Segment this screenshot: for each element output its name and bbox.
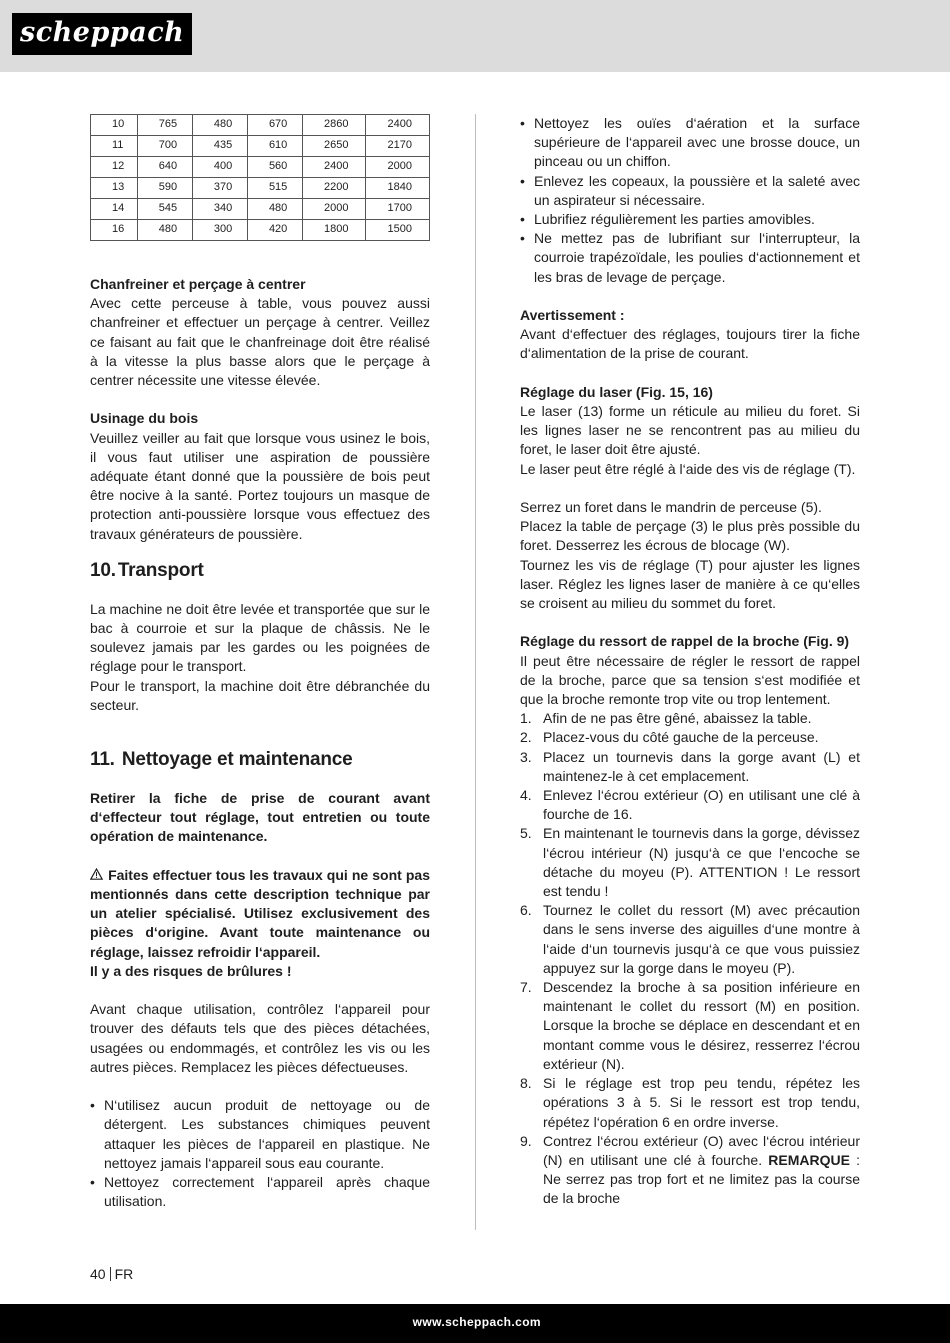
table-cell: 1500 (366, 220, 430, 241)
table-cell: 590 (137, 178, 192, 199)
avertissement-heading: Avertissement : (520, 307, 625, 324)
speed-table (90, 114, 430, 241)
table-cell: 370 (192, 178, 247, 199)
step-number: 2. (520, 729, 532, 746)
table-cell: 1700 (366, 199, 430, 220)
list-item: • Enlevez les copeaux, la poussière et la saleté avec un aspirateur si nécessaire. (520, 172, 860, 210)
step-text: Enlevez l‘écrou extérieur (O) en utilisant une clé à fourche de 16. (543, 787, 860, 823)
table-cell: 670 (247, 115, 302, 136)
page-separator (110, 1267, 111, 1281)
table-cell: 640 (137, 157, 192, 178)
remarque-text: : Ne serrez pas trop fort et ne limitez pas la course de la broche (543, 1151, 860, 1207)
table-cell: 2000 (303, 199, 366, 220)
table-cell: 11 (91, 136, 138, 157)
page-number (90, 1266, 133, 1282)
step-number: 8. (520, 1075, 532, 1092)
list-item (520, 978, 860, 1074)
nettoyage-warning-2 (90, 866, 430, 962)
step-number: 4. (520, 787, 532, 804)
table-row (91, 199, 430, 220)
table-cell: 765 (137, 115, 192, 136)
nettoyage-number: 11. (90, 749, 115, 771)
step-text: En maintenant le tournevis dans la gorge, dévissez l‘écrou intérieur (N) jusqu‘à ce que l‘encoche se détache du moyeu (P). ATTENTION ! Le ressort est tendu ! (543, 825, 860, 900)
ressort-steps (520, 709, 860, 1208)
column-divider (475, 114, 476, 1230)
step-text: Placez un tournevis dans la gorge avant (L) et maintenez-le à cet emplacement. (543, 748, 860, 784)
table-cell: 2650 (303, 136, 366, 157)
laser-paragraph-3: Serrez un foret dans le mandrin de perceuse (5). (520, 499, 822, 516)
step-number: 3. (520, 748, 532, 765)
table-cell: 14 (91, 199, 138, 220)
table-row (91, 115, 430, 136)
table-cell: 700 (137, 136, 192, 157)
table-cell: 400 (192, 157, 247, 178)
table-row (91, 178, 430, 199)
nettoyage-heading (90, 747, 430, 773)
page-footer (0, 1304, 950, 1343)
step-number: 1. (520, 710, 532, 727)
nettoyage-warning-3: Il y a des risques de brûlures ! (90, 962, 292, 979)
right-column (520, 114, 860, 1209)
list-item (520, 786, 860, 824)
laser-heading: Réglage du laser (Fig. 15, 16) (520, 383, 713, 400)
table-cell: 2400 (303, 157, 366, 178)
step-number: 7. (520, 979, 532, 996)
table-cell: 2170 (366, 136, 430, 157)
table-cell: 12 (91, 157, 138, 178)
list-item: • Nettoyez correctement l‘appareil après chaque utilisation. (90, 1173, 430, 1211)
table-cell: 13 (91, 178, 138, 199)
table-cell: 16 (91, 220, 138, 241)
list-item: • Lubrifiez régulièrement les parties amovibles. (520, 210, 860, 229)
table-cell: 10 (91, 115, 138, 136)
table-row (91, 220, 430, 241)
transport-heading (90, 558, 430, 584)
laser-paragraph-2: Le laser peut être réglé à l‘aide des vis de réglage (T). (520, 460, 856, 477)
table-cell: 2200 (303, 178, 366, 199)
laser-paragraph-1: Le laser (13) forme un réticule au milieu du foret. Si les lignes laser ne se rencontrent pas au milieu du foret, le laser doit être ajusté. (520, 403, 860, 458)
nettoyage-paragraph: Avant chaque utilisation, contrôlez l‘appareil pour trouver des défauts tels que des pièces détachées, usagées ou endommagés, et contrôlez les vis ou les autres pièces. Remplacez les pièces défectueuses. (90, 1001, 430, 1075)
table-cell: 435 (192, 136, 247, 157)
step-text: Contrez l‘écrou extérieur (O) avec l‘écrou intérieur (N) en utilisant une clé à fourche. (543, 1132, 860, 1168)
page-header (0, 0, 950, 72)
table-cell: 2400 (366, 115, 430, 136)
table-cell: 545 (137, 199, 192, 220)
step-text: Placez-vous du côté gauche de la perceuse. (543, 729, 819, 746)
table-cell: 480 (137, 220, 192, 241)
list-item (520, 824, 860, 901)
table-cell: 420 (247, 220, 302, 241)
usinage-heading: Usinage du bois (90, 410, 199, 427)
list-item (520, 709, 860, 728)
nettoyage-title: Nettoyage et maintenance (121, 749, 353, 771)
chanfreiner-paragraph: Avec cette perceuse à table, vous pouvez aussi chanfreiner et effectuer un perçage à centrer. Veillez ce faisant au fait que le chanfreinage doit être réalisé à la vitesse la plus basse alors que le perçage à centrer nécessite une vitesse élevée. (90, 295, 430, 389)
step-number: 9. (520, 1132, 532, 1149)
table-cell: 480 (192, 115, 247, 136)
warning-triangle-icon (90, 866, 104, 885)
step-number: 6. (520, 902, 532, 919)
page-number-value: 40 (90, 1266, 106, 1282)
step-text: Afin de ne pas être gêné, abaissez la table. (543, 710, 812, 727)
table-row (91, 157, 430, 178)
step-text: Descendez la broche à sa position inférieure en maintenant le collet du ressort (M) en position. Lorsque la broche se déplace en descendant et en montant comme vous le désirez, resserrez l‘écrou extérieur (N). (543, 979, 860, 1072)
table-cell: 560 (247, 157, 302, 178)
table-cell: 1800 (303, 220, 366, 241)
table-cell: 2860 (303, 115, 366, 136)
step-text: Tournez le collet du ressort (M) avec précaution dans le sens inverse des aiguilles d‘une montre à l‘aide d‘un tournevis jusqu‘à ce que vous puissiez appuyez sur la gorge dans le moyeu (P). (543, 902, 860, 976)
nettoyage-warning-1: Retirer la fiche de prise de courant avant d‘effecteur tout réglage, tout entretien ou toute opération de maintenance. (90, 790, 430, 845)
ressort-heading: Réglage du ressort de rappel de la broche (Fig. 9) (520, 633, 850, 650)
table-cell: 2000 (366, 157, 430, 178)
laser-paragraph-4: Placez la table de perçage (3) le plus près possible du foret. Desserrez les écrous de blocage (W). (520, 518, 860, 554)
list-item (520, 1074, 860, 1132)
step-number: 5. (520, 825, 532, 842)
website-url: www.scheppach.com (412, 1315, 541, 1329)
ressort-paragraph: Il peut être nécessaire de régler le ressort de rappel de la broche, parce que sa tension s‘est modifiée et que la broche remonte trop vite ou trop lentement. (520, 652, 860, 708)
table-cell: 340 (192, 199, 247, 220)
step-text: Si le réglage est trop peu tendu, répétez les opérations 3 à 5. Si le ressort est trop tendu, répétez l‘opération 6 en ordre inverse. (543, 1075, 860, 1130)
laser-paragraph-5: Tournez les vis de réglage (T) pour ajuster les lignes laser. Réglez les lignes laser de manière à ce qu‘elles se croisent au milieu du sommet du foret. (520, 556, 860, 612)
list-item (520, 1132, 860, 1209)
list-item: • Ne mettez pas de lubrifiant sur l‘interrupteur, la courroie trapézoïdale, les poulies d‘actionnement et les bras de levage de perçage. (520, 229, 860, 287)
avertissement-paragraph: Avant d‘effectuer des réglages, toujours tirer la fiche d‘alimentation de la prise de courant. (520, 326, 860, 362)
list-item (520, 901, 860, 978)
table-cell: 300 (192, 220, 247, 241)
chanfreiner-heading: Chanfreiner et perçage à centrer (90, 276, 306, 292)
table-cell: 1840 (366, 178, 430, 199)
language-code: FR (114, 1266, 134, 1282)
table-cell: 480 (247, 199, 302, 220)
remarque-label: REMARQUE (768, 1151, 850, 1168)
transport-paragraph-1: La machine ne doit être levée et transportée que sur le bac à courroie et sur la plaque de châssis. Ne le soulevez jamais par les gardes ou les poignées de réglage pour le transport. (90, 600, 430, 675)
nettoyage-warning-2-text: Faites effectuer tous les travaux qui ne sont pas mentionnés dans cette description technique par un atelier spécialisé. Utilisez exclusivement des pièces d‘origine. Avant toute maintenance ou réglage, laissez refroidir l‘appareil. (90, 866, 431, 960)
left-column (90, 114, 430, 1211)
left-bullet-list (90, 1096, 430, 1211)
list-item: • N‘utilisez aucun produit de nettoyage ou de détergent. Les substances chimiques peuvent attaquer les pièces de l‘appareil en plastique. Ne nettoyez jamais l‘appareil sous eau courante. (90, 1096, 430, 1173)
transport-paragraph-2: Pour le transport, la machine doit être débranchée du secteur. (90, 677, 430, 713)
list-item: • Nettoyez les ouïes d‘aération et la surface supérieure de l‘appareil avec une brosse douce, un pinceau ou un chiffon. (520, 114, 860, 172)
list-item (520, 728, 860, 747)
table-row (91, 136, 430, 157)
list-item (520, 748, 860, 786)
brand-logo: scheppach (12, 13, 192, 55)
table-cell: 610 (247, 136, 302, 157)
transport-number: 10. (90, 559, 116, 581)
table-cell: 515 (247, 178, 302, 199)
transport-title: Transport (117, 559, 204, 581)
right-bullet-list (520, 114, 860, 287)
usinage-paragraph: Veuillez veiller au fait que lorsque vous usinez le bois, il vous faut utiliser une aspiration de poussière adéquate étant donné que la poussière de bois peut être nocive à la santé. Portez toujours un masque de protection anti-poussière lorsque vous effectuez des travaux générateurs de poussière. (90, 429, 430, 542)
